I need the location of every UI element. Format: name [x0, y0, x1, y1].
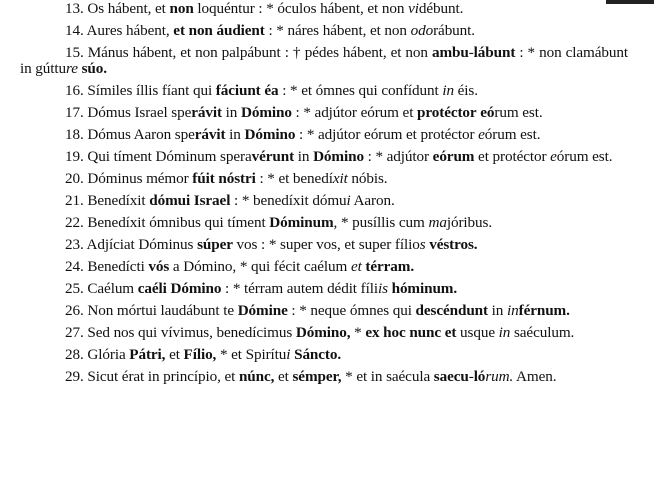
accented-syllable: Dómino: [244, 126, 296, 144]
verse: [20, 347, 628, 363]
verse-text: : * et benedí: [255, 170, 333, 188]
verse-text: : * adjútor: [363, 148, 433, 166]
verse-text: a Dómino, * qui fécit caélum: [169, 258, 351, 276]
italic-syllable: xit: [332, 170, 348, 188]
verse-text: Adjíciat Dóminus: [83, 236, 198, 254]
accented-syllable: Dómino,: [295, 324, 351, 342]
accented-syllable: caéli: [137, 280, 167, 298]
verse-text: Aaron.: [350, 192, 395, 210]
verse-number: 26.: [65, 302, 84, 320]
italic-syllable: i: [286, 346, 291, 364]
italic-syllable: i: [346, 192, 351, 210]
accented-syllable: saecu: [433, 368, 469, 386]
verse-text: Mánus hábent, et non palpábunt : † pédes hábent, et non: [83, 44, 432, 61]
accented-syllable: férnum.: [518, 302, 570, 320]
verse: [20, 215, 628, 231]
verse-text: in: [221, 104, 241, 122]
verse-number: 19.: [65, 148, 84, 166]
accented-syllable: dómui: [149, 192, 191, 210]
accented-syllable: descéndunt: [415, 302, 488, 320]
verse-text: loquéntur : * óculos hábent, et non: [193, 0, 409, 17]
verse-text: Sed nos qui vívimus, benedícimus: [83, 324, 296, 342]
italic-syllable: et: [350, 258, 362, 276]
verse-text: in: [487, 302, 507, 320]
accented-syllable: Israel: [193, 192, 231, 210]
accented-syllable: fúit: [192, 170, 215, 188]
italic-syllable: vi: [408, 0, 419, 17]
accented-syllable: áudient: [216, 22, 265, 39]
verse: [20, 171, 628, 187]
verse-text: et: [274, 368, 293, 386]
accented-syllable: éa: [264, 82, 279, 100]
verse-text: : * non clamábunt in gúttu: [20, 44, 628, 78]
accented-syllable: Pátri,: [129, 346, 166, 364]
accented-syllable: Fílio,: [183, 346, 217, 364]
verse-text: : * náres hábent, et non: [264, 22, 411, 39]
verse-text: Os hábent, et: [83, 0, 170, 17]
verse-text: jóribus.: [446, 214, 493, 232]
verse-text: : * adjútor eórum et protéctor: [295, 126, 479, 144]
accented-syllable: súo.: [81, 60, 107, 78]
verse-text: in: [225, 126, 245, 144]
verse-text: -: [468, 368, 474, 386]
accented-syllable: et non: [173, 22, 213, 39]
verse-number: 15.: [65, 44, 84, 61]
verse-text: rábunt.: [433, 22, 475, 39]
verse: [20, 259, 628, 275]
verse-text: Glória: [83, 346, 130, 364]
verse: [20, 127, 628, 143]
verse-text: , * pusíllis cum: [333, 214, 429, 232]
accented-syllable: Sáncto.: [294, 346, 342, 364]
verse-text: nóbis.: [347, 170, 388, 188]
verse-text: órum est.: [556, 148, 613, 166]
accented-syllable: non: [169, 0, 194, 17]
verse-text: Caélum: [83, 280, 138, 298]
accented-syllable: sémper,: [292, 368, 342, 386]
italic-syllable: in: [507, 302, 519, 320]
verse: [20, 281, 628, 297]
verse-text: Benedíxit: [83, 192, 150, 210]
verse-text: Amen.: [513, 368, 557, 386]
accented-syllable: ex hoc nunc et: [365, 324, 457, 342]
accented-syllable: rávit: [194, 126, 226, 144]
italic-syllable: re: [66, 60, 78, 78]
verse: [20, 45, 628, 78]
accented-syllable: ambu: [431, 44, 469, 61]
accented-syllable: eórum: [432, 148, 475, 166]
italic-syllable: in: [442, 82, 454, 100]
verse-text: Aures hábent,: [83, 22, 174, 39]
verse-number: 13.: [65, 0, 84, 17]
verse-text: éis.: [453, 82, 478, 100]
accented-syllable: véstros.: [429, 236, 478, 254]
verse-text: Símiles íllis fíant qui: [83, 82, 216, 100]
accented-syllable: Dómino: [240, 104, 292, 122]
accented-syllable: hóminum.: [391, 280, 458, 298]
verse: [20, 149, 628, 165]
verse-text: Qui tíment Dóminum spera: [83, 148, 252, 166]
verse: [20, 369, 628, 385]
accented-syllable: eó: [480, 104, 495, 122]
verse-text: Benedíxit ómnibus qui tíment: [83, 214, 270, 232]
verse-number: 24.: [65, 258, 84, 276]
verse-text: Dóminus mémor: [83, 170, 193, 188]
verse-number: 14.: [65, 22, 84, 39]
verse-text: Dómus Israel spe: [83, 104, 192, 122]
verse-text: * et in saécula: [341, 368, 434, 386]
verse-text: * et Spirítu: [216, 346, 287, 364]
verse-text: *: [350, 324, 366, 342]
accented-syllable: rávit: [191, 104, 222, 122]
italic-syllable: e: [550, 148, 557, 166]
verse-number: 20.: [65, 170, 84, 188]
verse-text: vos : * super vos, et super fílio: [232, 236, 420, 254]
verse-text: órum est.: [484, 126, 541, 144]
verse-text: Non mórtui laudábunt te: [83, 302, 238, 320]
top-rule: [606, 0, 654, 4]
verse-text: débunt.: [418, 0, 464, 17]
verse-number: 27.: [65, 324, 84, 342]
verse-text: : * neque ómnes qui: [287, 302, 416, 320]
verse-text: saéculum.: [510, 324, 575, 342]
verse-number: 28.: [65, 346, 84, 364]
accented-syllable: vós: [148, 258, 170, 276]
verse: [20, 23, 628, 39]
verse-text: usque: [456, 324, 499, 342]
accented-syllable: ló: [473, 368, 486, 386]
verse: [20, 325, 628, 341]
verse: [20, 1, 628, 17]
accented-syllable: Dómino: [170, 280, 222, 298]
verse-text: rum est.: [494, 104, 543, 122]
accented-syllable: fáciunt: [215, 82, 261, 100]
verse-text: : * et ómnes qui confídunt: [278, 82, 443, 100]
accented-syllable: Dóminum: [269, 214, 334, 232]
verse-text: : * térram autem dédit fíli: [221, 280, 378, 298]
verse-number: 22.: [65, 214, 84, 232]
accented-syllable: Dómino: [313, 148, 364, 166]
verse-text: : * adjútor eórum et: [291, 104, 418, 122]
accented-syllable: protéctor: [417, 104, 477, 122]
italic-syllable: ma: [428, 214, 447, 232]
italic-syllable: s: [419, 236, 426, 254]
accented-syllable: Dómine: [237, 302, 288, 320]
italic-syllable: in: [498, 324, 511, 342]
italic-syllable: is: [377, 280, 388, 298]
verse-text: et protéctor: [474, 148, 551, 166]
italic-syllable: rum.: [485, 368, 514, 386]
italic-syllable: e: [478, 126, 485, 144]
verse: [20, 237, 628, 253]
verse-text: Benedícti: [83, 258, 149, 276]
italic-syllable: odo: [410, 22, 434, 39]
verse-text: -: [468, 44, 474, 61]
verse-text: : * benedíxit dómu: [230, 192, 347, 210]
accented-syllable: lábunt: [473, 44, 516, 61]
verse-number: 16.: [65, 82, 84, 100]
verse-text: et: [165, 346, 184, 364]
verse-number: 18.: [65, 126, 84, 144]
verse: [20, 193, 628, 209]
verse: [20, 105, 628, 121]
accented-syllable: núnc,: [238, 368, 275, 386]
verse-number: 25.: [65, 280, 84, 298]
verse-text: Sicut érat in princípio, et: [83, 368, 239, 386]
verse: [20, 83, 628, 99]
verse-text: in: [294, 148, 314, 166]
accented-syllable: nóstri: [218, 170, 256, 188]
verse-number: 29.: [65, 368, 84, 386]
accented-syllable: térram.: [365, 258, 415, 276]
verse-text: Dómus Aaron spe: [83, 126, 195, 144]
verse-number: 21.: [65, 192, 84, 210]
accented-syllable: súper: [197, 236, 233, 254]
verse-list: [20, 0, 628, 386]
verse: [20, 303, 628, 319]
verse-number: 17.: [65, 104, 84, 122]
accented-syllable: vérunt: [251, 148, 295, 166]
verse-number: 23.: [65, 236, 84, 254]
